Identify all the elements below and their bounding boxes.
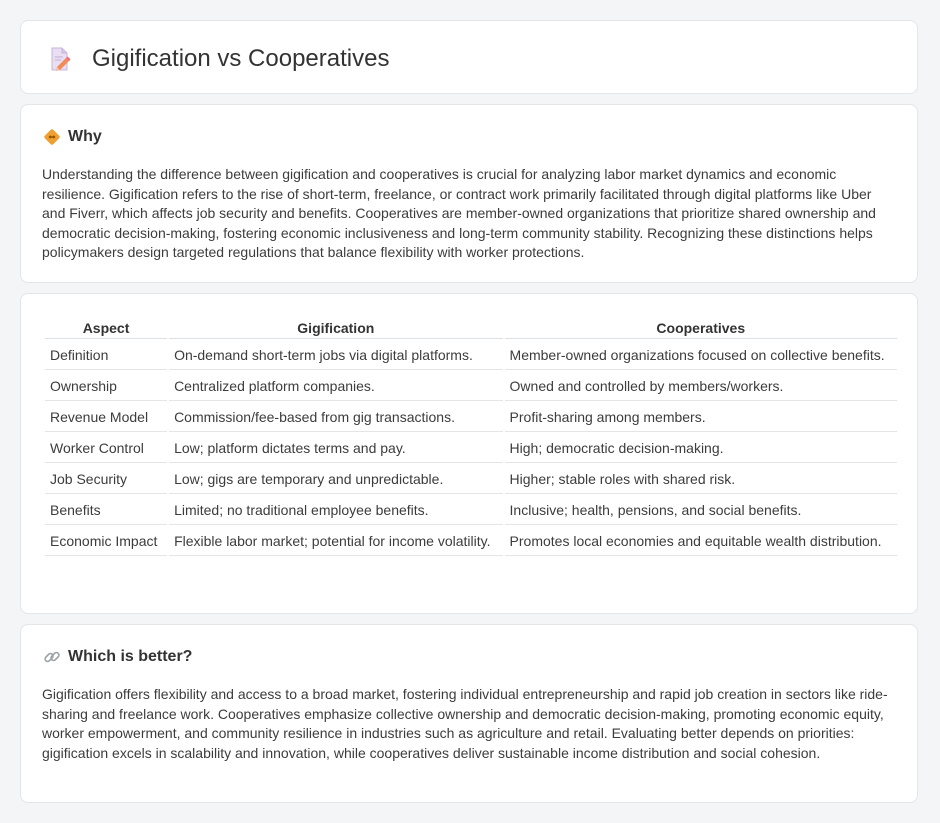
row-gigification: Low; platform dictates terms and pay. — [169, 434, 502, 463]
better-heading: Which is better? — [68, 648, 193, 665]
row-gigification: Limited; no traditional employee benefits. — [169, 496, 502, 525]
row-gigification: On-demand short-term jobs via digital platforms. — [169, 341, 502, 370]
header-gigification: Gigification — [169, 317, 502, 339]
row-aspect: Definition — [45, 341, 167, 370]
table-row — [45, 372, 897, 401]
comparison-section — [20, 293, 918, 614]
table-header-row — [45, 317, 897, 339]
which-better-section — [20, 624, 918, 803]
why-heading-row — [43, 127, 102, 147]
row-aspect: Economic Impact — [45, 527, 167, 556]
row-gigification: Centralized platform companies. — [169, 372, 502, 401]
row-aspect: Benefits — [45, 496, 167, 525]
row-gigification: Low; gigs are temporary and unpredictable. — [169, 465, 502, 494]
row-cooperatives: Member-owned organizations focused on collective benefits. — [505, 341, 897, 370]
document-pencil-icon — [47, 46, 73, 72]
row-cooperatives: High; democratic decision-making. — [505, 434, 897, 463]
header-cooperatives: Cooperatives — [505, 317, 897, 339]
row-cooperatives: Promotes local economies and equitable wealth distribution. — [505, 527, 897, 556]
why-heading: Why — [68, 128, 102, 145]
row-cooperatives: Owned and controlled by members/workers. — [505, 372, 897, 401]
row-aspect: Worker Control — [45, 434, 167, 463]
table-row — [45, 465, 897, 494]
table-row — [45, 527, 897, 556]
better-heading-row — [43, 647, 192, 667]
row-gigification: Commission/fee-based from gig transactions. — [169, 403, 502, 432]
row-aspect: Revenue Model — [45, 403, 167, 432]
better-text: Gigification offers flexibility and access to a broad market, fostering individual entrepreneurship and rapid job creation in sectors like ride-sharing and freelance work. Cooperatives emphasize collective ownership and democratic decision-making, promoting economic equity, worker empowerment, and community resilience in industries such as agriculture and retail. Evaluating better depends on priorities: gigification excels in scalability and innovation, while cooperatives deliver sustainable income distribution and social cohesion. — [42, 686, 888, 761]
link-icon — [43, 648, 61, 666]
page-title: Gigification vs Cooperatives — [92, 45, 390, 72]
comparison-table — [43, 315, 899, 558]
why-section — [20, 104, 918, 283]
table-row — [45, 403, 897, 432]
table-row — [45, 496, 897, 525]
why-text: Understanding the difference between gigification and cooperatives is crucial for analyzing labor market dynamics and economic resilience. Gigification refers to the rise of short-term, freelance, or contract work primarily facilitated through digital platforms like Uber and Fiverr, which affects job security and benefits. Cooperatives are member-owned organizations that prioritize shared ownership and democratic decision-making, fostering economic inclusiveness and long-term community stability. Recognizing these distinctions helps policymakers design targeted regulations that balance flexibility with worker protections. — [42, 166, 876, 261]
row-cooperatives: Profit-sharing among members. — [505, 403, 897, 432]
row-gigification: Flexible labor market; potential for income volatility. — [169, 527, 502, 556]
table-row — [45, 434, 897, 463]
row-aspect: Ownership — [45, 372, 167, 401]
row-cooperatives: Inclusive; health, pensions, and social benefits. — [505, 496, 897, 525]
row-aspect: Job Security — [45, 465, 167, 494]
diamond-arrows-icon — [43, 128, 61, 146]
row-cooperatives: Higher; stable roles with shared risk. — [505, 465, 897, 494]
table-row — [45, 341, 897, 370]
header-aspect: Aspect — [45, 317, 167, 339]
title-card — [20, 20, 918, 94]
